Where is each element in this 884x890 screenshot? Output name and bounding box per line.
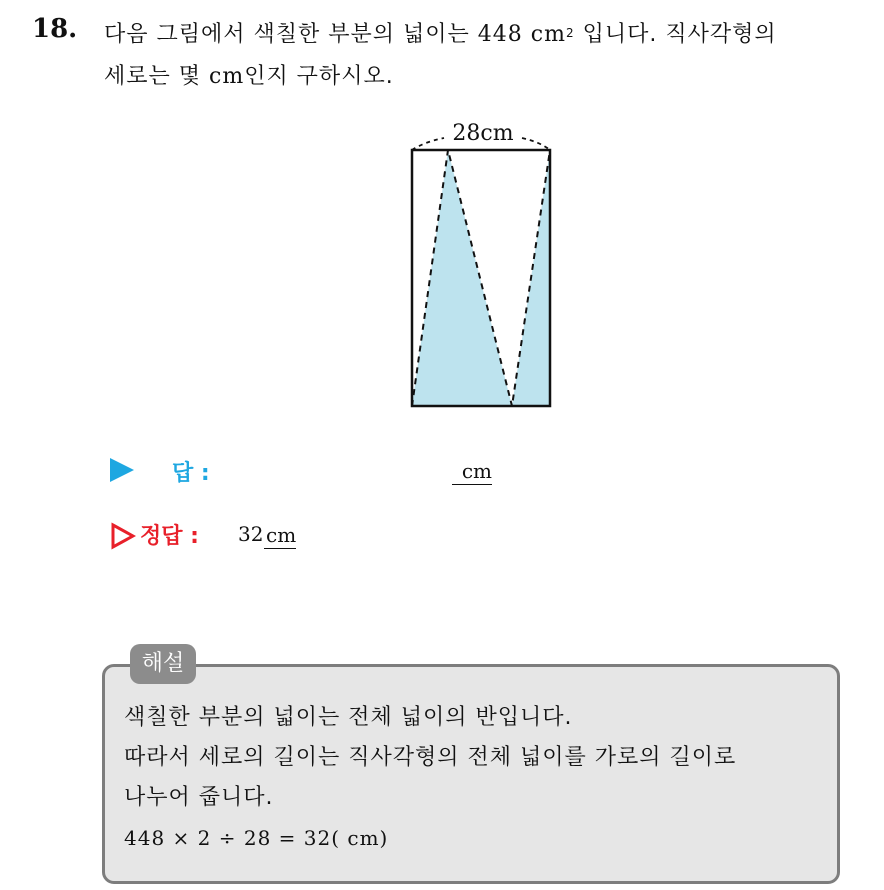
shaded-triangle-left xyxy=(412,150,512,406)
explanation-line-2: 따라서 세로의 길이는 직사각형의 전체 넓이를 가로의 길이로 xyxy=(124,745,737,770)
answer-label: 답 : xyxy=(172,461,210,486)
width-arc-right xyxy=(522,138,550,150)
area-value: 448 xyxy=(477,22,523,47)
question-text-line2a: 세로는 몇 xyxy=(104,64,209,89)
question-number: 18. xyxy=(32,14,78,44)
question-text xyxy=(104,14,864,98)
answer-input[interactable]: cm xyxy=(452,458,492,485)
area-exponent: 2 xyxy=(565,26,575,40)
area-unit: cm xyxy=(522,22,566,47)
question-text-part1: 다음 그림에서 색칠한 부분의 넓이는 xyxy=(104,22,478,47)
explanation-equation: 448 × 2 ÷ 28 = 32( cm) xyxy=(124,826,389,850)
rectangle-figure xyxy=(404,118,560,414)
explanation-line-3: 나누어 줍니다. xyxy=(124,785,274,810)
answer-row xyxy=(110,454,530,488)
outline-play-icon xyxy=(110,522,136,550)
question-unit: cm xyxy=(209,64,245,89)
correct-answer-label: 정답 : xyxy=(140,524,199,549)
explanation-text xyxy=(124,698,836,858)
question-text-part2: 입니다. 직사각형의 xyxy=(574,22,777,47)
correct-answer-row xyxy=(110,518,430,552)
correct-answer-value: 32 xyxy=(238,522,264,546)
question-text-line2b: 인지 구하시오. xyxy=(244,64,394,89)
play-icon xyxy=(110,458,134,482)
width-arc-left xyxy=(412,138,444,150)
correct-answer-unit: cm xyxy=(266,523,297,547)
explanation-line-1: 색칠한 부분의 넓이는 전체 넓이의 반입니다. xyxy=(124,705,573,730)
explanation-tag: 해설 xyxy=(130,644,196,684)
width-label: 28cm xyxy=(452,121,514,146)
